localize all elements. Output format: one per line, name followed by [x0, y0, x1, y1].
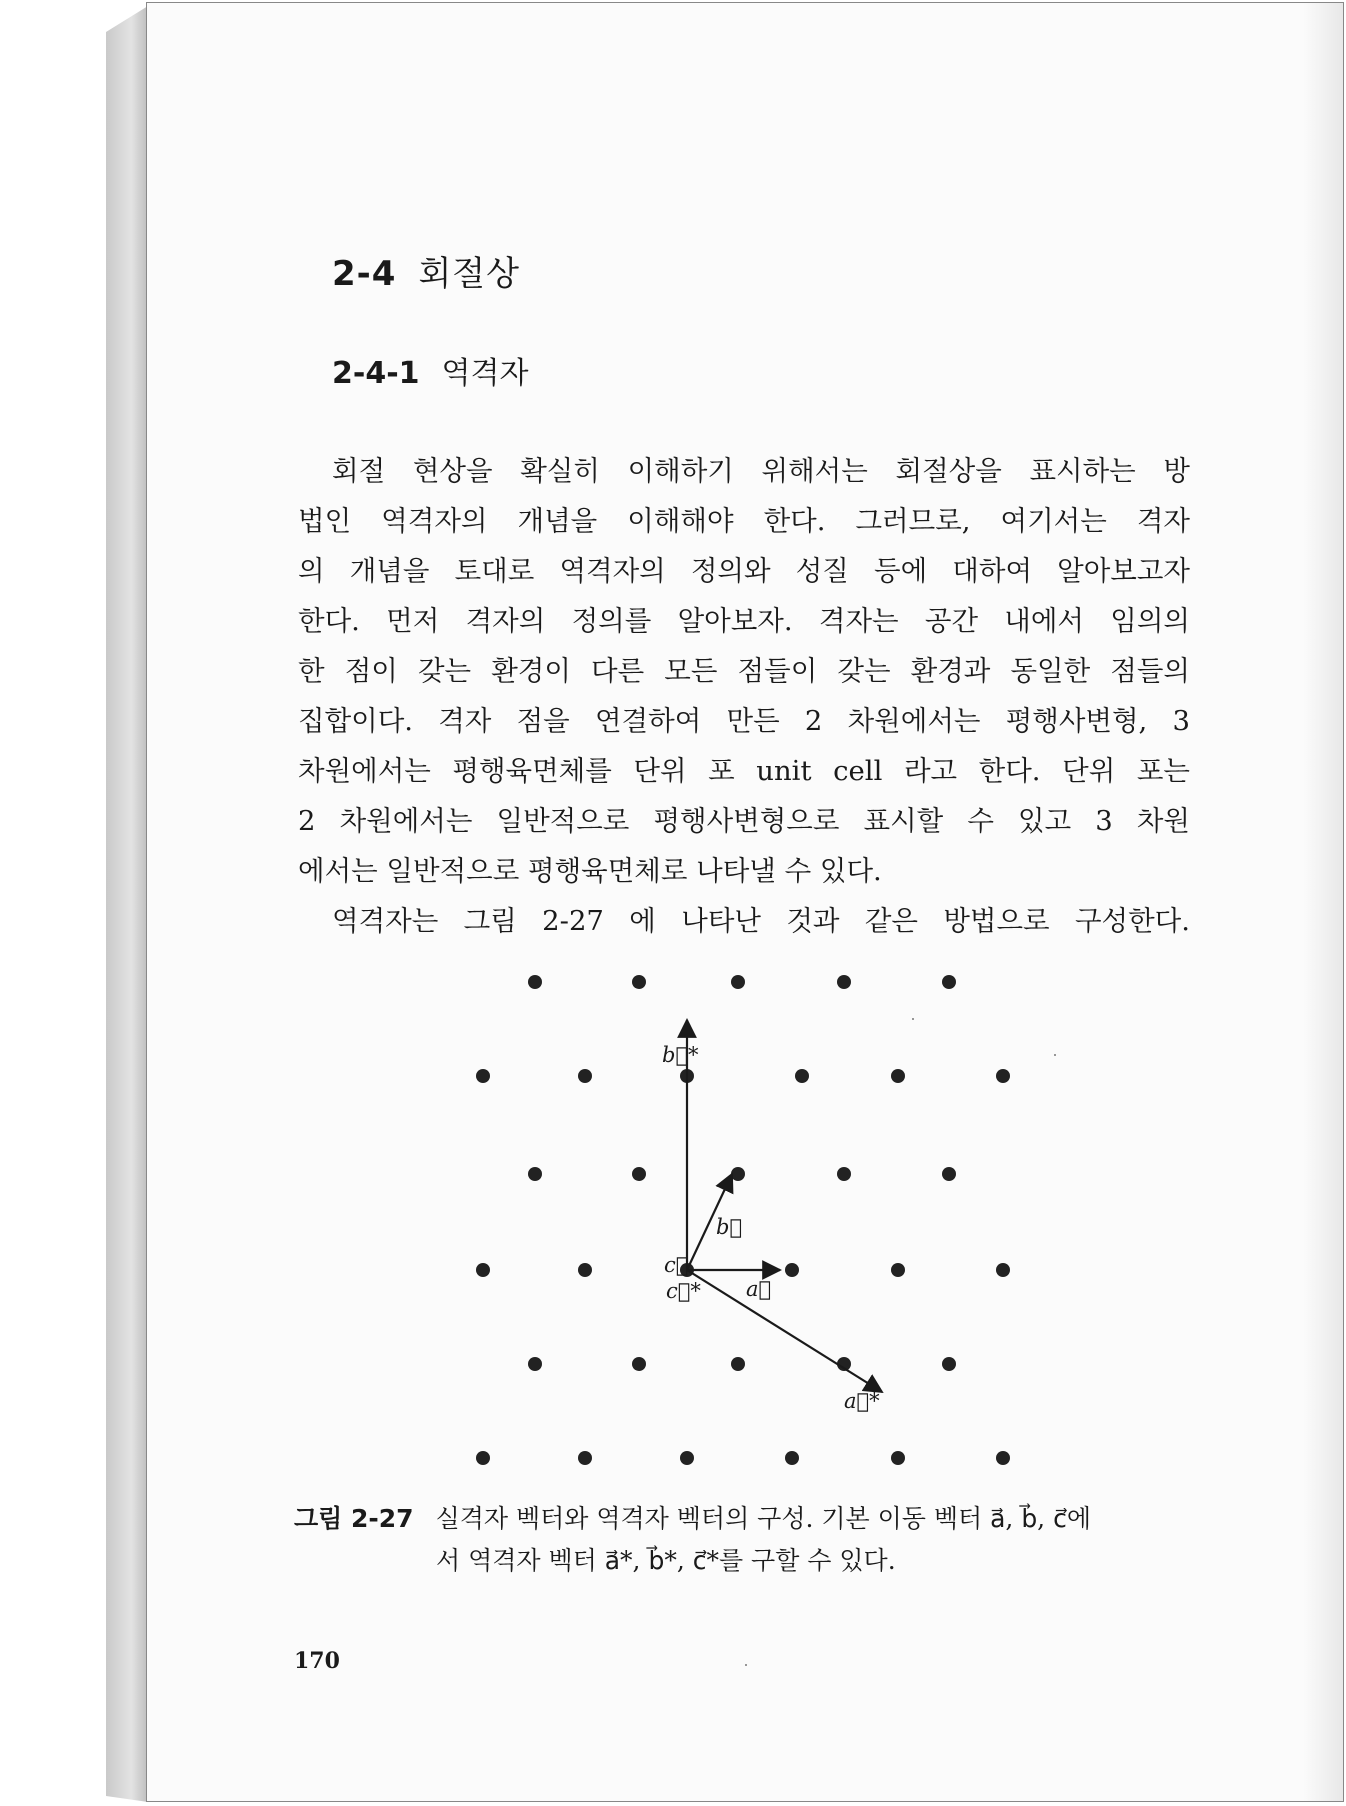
lattice-point	[528, 1167, 542, 1181]
label-b: b⃗	[716, 1215, 743, 1239]
caption-line-1: 실격자 벡터와 역격자 벡터의 구성. 기본 이동 벡터 a⃗, b⃗, c⃗에	[435, 1504, 1091, 1533]
label-c-star: c⃗*	[666, 1279, 701, 1303]
paragraph-line-2: 역격자는 그림 2-27 에 나타난 것과 같은 방법으로 구성한다.	[332, 905, 1190, 937]
lattice-point	[476, 1263, 490, 1277]
lattice-point	[837, 975, 851, 989]
lattice-point	[632, 975, 646, 989]
caption-label: 그림 2-27	[294, 1504, 414, 1533]
label-a-star: a⃗*	[844, 1389, 880, 1413]
lattice-point	[731, 975, 745, 989]
lattice-point	[942, 1167, 956, 1181]
lattice-point	[578, 1451, 592, 1465]
paragraph-line: 집합이다. 격자 점을 연결하여 만든 2 차원에서는 평행사변형, 3	[298, 705, 1190, 737]
section-title: 회절상	[418, 254, 520, 294]
lattice-point	[996, 1069, 1010, 1083]
lattice-point	[891, 1451, 905, 1465]
caption-line-2: 서 역격자 벡터 a⃗*, b⃗*, c⃗*를 구할 수 있다.	[436, 1546, 896, 1575]
vector-a-star	[687, 1270, 882, 1392]
lattice-point	[795, 1069, 809, 1083]
paragraph-line: 2 차원에서는 일반적으로 평행사변형으로 표시할 수 있고 3 차원	[298, 805, 1190, 837]
lattice-points	[476, 975, 1010, 1465]
lattice-point	[942, 1357, 956, 1371]
lattice-point	[837, 1167, 851, 1181]
label-a: a⃗	[746, 1277, 772, 1301]
lattice-point	[476, 1069, 490, 1083]
book-spine	[106, 6, 148, 1802]
subsection-heading	[332, 348, 528, 392]
lattice-point	[731, 1167, 745, 1181]
label-c: c⃗	[664, 1253, 689, 1277]
lattice-point	[578, 1263, 592, 1277]
page-number: 170	[294, 1648, 340, 1674]
paragraph-line: 법인 역격자의 개념을 이해해야 한다. 그러므로, 여기서는 격자	[298, 505, 1190, 537]
lattice-point	[891, 1069, 905, 1083]
lattice-point	[731, 1357, 745, 1371]
lattice-point	[632, 1167, 646, 1181]
figure-caption	[294, 1498, 1194, 1582]
lattice-point	[578, 1069, 592, 1083]
section-number: 2-4	[332, 254, 397, 294]
lattice-point	[891, 1263, 905, 1277]
label-b-star: b⃗*	[662, 1043, 699, 1067]
lattice-point	[528, 975, 542, 989]
scan-speck	[1054, 1054, 1056, 1056]
paragraph-line: 의 개념을 토대로 역격자의 정의와 성질 등에 대하여 알아보고자	[298, 555, 1190, 587]
lattice-point	[680, 1451, 694, 1465]
paragraph-line: 차원에서는 평행육면체를 단위 포 unit cell 라고 한다. 단위 포는	[298, 755, 1190, 787]
paragraph-line: 회절 현상을 확실히 이해하기 위해서는 회절상을 표시하는 방	[332, 455, 1190, 487]
subsection-title: 역격자	[441, 356, 529, 391]
paragraph-line: 에서는 일반적으로 평행육면체로 나타낼 수 있다.	[298, 855, 882, 887]
paragraph-line: 한 점이 갖는 환경이 다른 모든 점들이 갖는 환경과 동일한 점들의	[298, 655, 1190, 687]
lattice-point	[996, 1451, 1010, 1465]
section-heading	[332, 246, 520, 295]
page-edge-shadow	[1303, 3, 1343, 1801]
lattice-point	[632, 1357, 646, 1371]
subsection-number: 2-4-1	[332, 356, 420, 391]
vectors	[687, 1020, 882, 1392]
lattice-point	[785, 1451, 799, 1465]
lattice-point	[528, 1357, 542, 1371]
lattice-point	[476, 1451, 490, 1465]
lattice-point	[996, 1263, 1010, 1277]
lattice-point	[785, 1263, 799, 1277]
lattice-point	[942, 975, 956, 989]
scan-speck	[912, 1018, 914, 1020]
body-paragraph	[298, 446, 1190, 946]
reciprocal-lattice-figure	[440, 962, 1020, 1482]
scan-speck	[745, 1664, 747, 1666]
paragraph-line: 한다. 먼저 격자의 정의를 알아보자. 격자는 공간 내에서 임의의	[298, 605, 1190, 637]
